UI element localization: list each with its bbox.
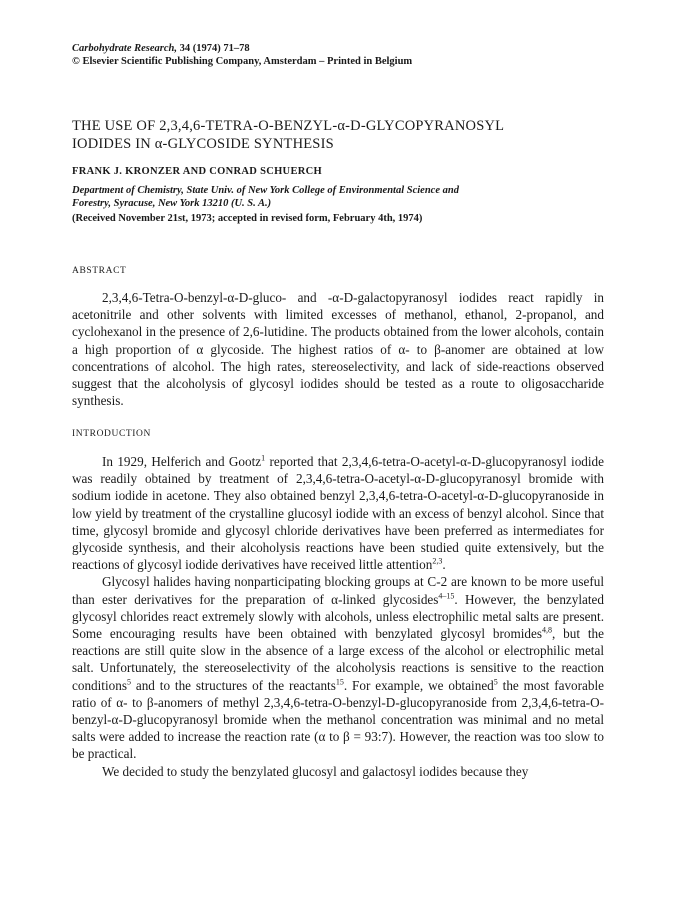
citation-ref: 15 [335,677,344,687]
journal-citation: 34 (1974) 71–78 [177,43,250,54]
text-run: In 1929, Helferich and Gootz [102,454,262,469]
authors: FRANK J. KRONZER AND CONRAD SCHUERCH [72,166,322,177]
text-run: and to the structures of the reactants [130,677,336,693]
citation-ref: 4,8 [541,625,552,635]
article-title [72,117,612,153]
citation-ref: 5 [126,677,131,687]
abstract-heading: ABSTRACT [72,266,127,276]
text-run: Glycosyl halides having nonparticipating blocking groups at C-2 are known to be more useful than ester derivatives for the preparation of α-linked glycosides [72,574,604,607]
text-run: the most favorable ratio of α- to β-anomers of methyl 2,3,4,6-tetra-O-benzyl-D-glucopyranoside from 2,3,4,6-tetra-O-benzyl-α-D-glucopyranosyl bromide when the methanol concentration was minimal and no metal salts were added to increase the reaction rate (α to β = 93:7). However, the reaction was too slow to be practical. [72,677,604,762]
text-run: . For example, we obtained [343,677,494,693]
journal-name: Carbohydrate Research, [72,43,177,54]
intro-paragraph-1 [72,453,604,573]
text-run: reported that 2,3,4,6-tetra-O-acetyl-α-D-glucopyranosyl iodide was readily obtained by treatment of 2,3,4,6-tetra-O-acetyl-α-D-glucopyranosyl bromide with sodium iodide in acetone. They also obtained benzyl 2,3,4,6-tetra-O-acetyl-α-D-glucopyranoside in low yield by treatment of the crystalline glucosyl iodide with an excess of benzyl alcohol. Since that time, glycosyl bromide and glycosyl chloride derivatives have been preferred as intermediates for glycoside synthesis, and their alcoholysis reactions have been studied quite extensively, but the reactions of glycosyl iodide derivatives have received little attention [72,454,604,573]
copyright-line: © Elsevier Scientific Publishing Company, Amsterdam – Printed in Belgium [72,56,413,67]
abstract-text [72,289,604,409]
title-line: THE USE OF 2,3,4,6-TETRA-O-BENZYL-α-D-GLYCOPYRANOSYL [72,118,505,134]
received-dates: (Received November 21st, 1973; accepted in revised form, February 4th, 1974) [72,213,423,224]
affiliation [72,184,612,210]
text-run: . However, the benzylated glycosyl chlorides react extremely slowly with alcohols, unless electrophilic metal salts are present. Some encouraging results have been obtained with benzylated glycosyl bromides [72,591,604,642]
text-run: . [442,557,446,573]
journal-header [72,42,612,68]
citation-ref: 2,3 [432,556,443,566]
citation-ref: 5 [493,677,498,687]
affiliation-line: Department of Chemistry, State Univ. of New York College of Environmental Science and [72,185,459,196]
intro-paragraph-3: We decided to study the benzylated glucosyl and galactosyl iodides because they [102,763,529,779]
journal-citation-line [72,42,612,55]
text-run: , but the reactions are still quite slow in the absence of a large excess of the alcohol or electrophilic metal salt. Unfortunately, the stereoselectivity of the alcoholysis reactions is sensitive to the reaction conditions [72,626,604,693]
affiliation-line: Forestry, Syracuse, New York 13210 (U. S. A.) [72,198,272,209]
citation-ref: 1 [261,453,266,463]
abstract-paragraph: 2,3,4,6-Tetra-O-benzyl-α-D-gluco- and -α-D-galactopyranosyl iodides react rapidly in acetonitrile and other solvents with limited excesses of methanol, ethanol, 2-propanol, and cyclohexanol in the presence of 2,6-lutidine. The products obtained from the lower alcohols, contain a high proportion of α glycoside. The highest ratios of α- to β-anomer are obtained at low concentrations of alcohol. The high rates, stereoselectivity, and lack of side-reactions observed suggest that the alcoholysis of glycosyl iodides should be tested as a route to oligosaccharide synthesis. [72,290,604,409]
intro-paragraph-2 [72,573,604,762]
introduction-text [72,453,604,780]
introduction-heading: INTRODUCTION [72,429,151,439]
citation-ref: 4–15 [438,591,455,601]
title-line: IODIDES IN α-GLYCOSIDE SYNTHESIS [72,136,334,152]
